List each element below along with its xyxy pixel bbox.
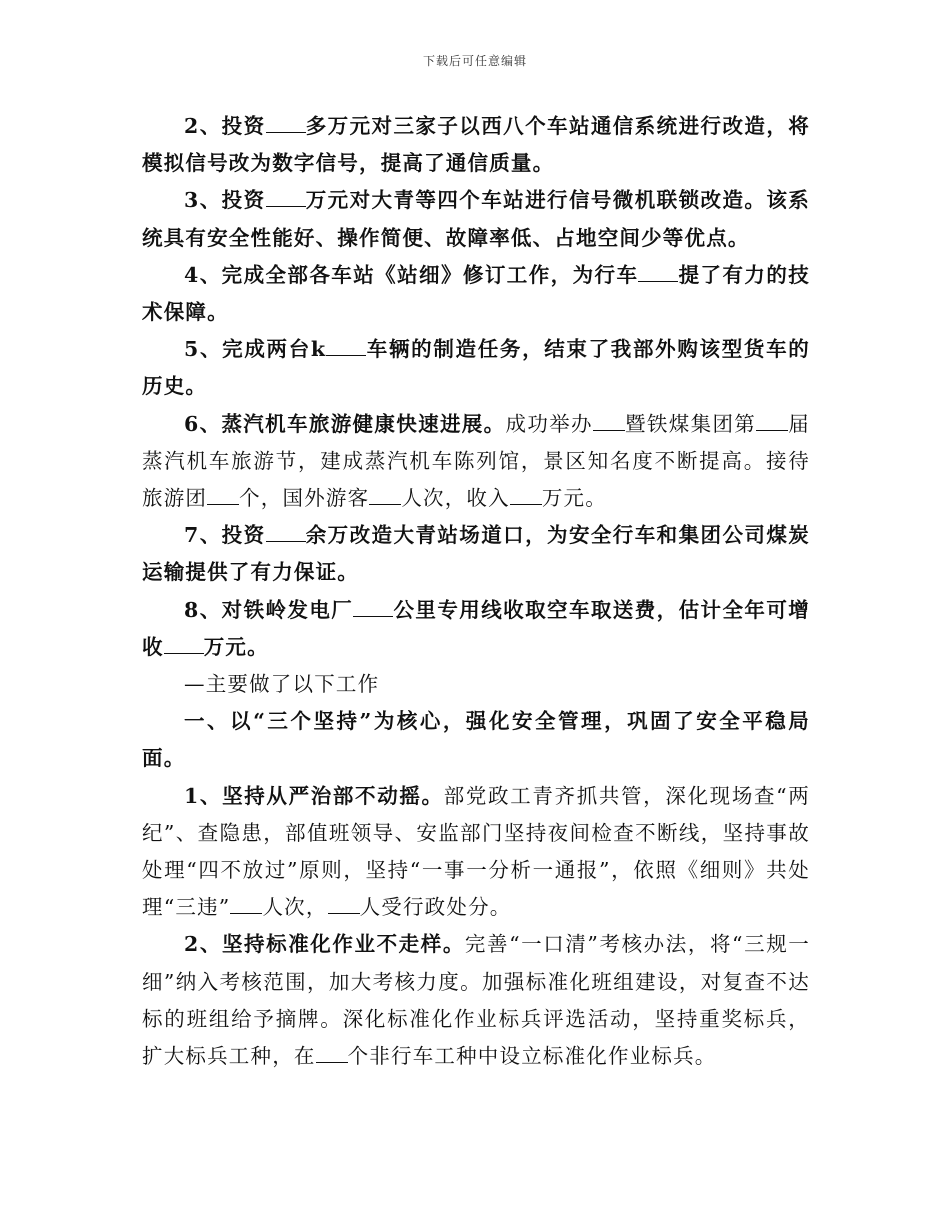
- paragraph-text: 个，国外游客: [239, 486, 370, 511]
- paragraph-text: 万元。: [541, 486, 607, 511]
- paragraph-text: 人受行政处分。: [359, 895, 512, 920]
- paragraph-text: 提了有力的技术保障。: [142, 262, 810, 325]
- page-header: 下载后可任意编辑: [422, 54, 527, 68]
- blank-field: [316, 1046, 348, 1063]
- document-body: [142, 108, 810, 1075]
- paragraph-text: 公里专用线收取空车取送费，估计全年可增收: [142, 597, 810, 659]
- paragraph-5: [142, 331, 810, 405]
- paragraph-text: 5、完成两台k: [184, 337, 327, 362]
- paragraph-item-1: [142, 778, 810, 927]
- paragraph-text: 届蒸汽机车旅游节，建成蒸汽机车陈列馆，景区知名度不断提高。接待旅游团: [142, 411, 811, 511]
- blank-field: [266, 190, 306, 207]
- paragraph-2: [142, 108, 810, 182]
- paragraph-text: 车辆的制造任务，结束了我部外购该型货车的历史。: [142, 337, 810, 399]
- paragraph-text: 2、投资: [184, 114, 266, 138]
- paragraph-text: 人次，: [262, 895, 328, 920]
- blank-field: [510, 488, 542, 505]
- blank-field: [266, 116, 306, 133]
- paragraph-heading: 1、坚持从严治部不动摇。: [184, 783, 444, 808]
- blank-field: [326, 339, 366, 356]
- paragraph-text: 4、完成全部各车站《站细》修订工作，为行车: [184, 262, 639, 287]
- paragraph-text: 余万改造大青站场道口，为安全行车和集团公司煤炭运输提供了有力保证。: [142, 523, 810, 585]
- paragraph-text: 成功举办: [505, 411, 593, 436]
- blank-field: [369, 488, 401, 505]
- blank-field: [164, 637, 204, 654]
- paragraph-8: [142, 592, 810, 666]
- paragraph-text: 暨铁煤集团第: [624, 411, 757, 436]
- paragraph-heading: 2、坚持标准化作业不走样。: [184, 932, 465, 957]
- paragraph-text: 3、投资: [184, 188, 266, 213]
- blank-field: [353, 600, 393, 617]
- blank-field: [230, 897, 262, 914]
- blank-field: [638, 265, 678, 282]
- paragraph-6: [142, 406, 810, 518]
- paragraph-text: 人次，收入: [401, 486, 510, 511]
- section-heading: 一、以“三个坚持”为核心，强化安全管理，巩固了安全平稳局面。: [142, 709, 810, 771]
- paragraph-4: [142, 257, 810, 331]
- paragraph-text: 多万元对三家子以西八个车站通信系统进行改造，将模拟信号改为数字信号，提高了通信质量。: [142, 114, 810, 176]
- paragraph-text: 万元。: [203, 634, 269, 659]
- paragraph-item-2: [142, 926, 810, 1075]
- blank-field: [207, 488, 239, 505]
- blank-field: [756, 414, 788, 431]
- blank-field: [593, 414, 625, 431]
- paragraph-text: 7、投资: [184, 523, 266, 548]
- paragraph-7: [142, 517, 810, 591]
- paragraph-text: 部党政工青齐抓共管，深化现场查“两纪”、查隐患，部值班领导、安监部门坚持夜间检查不断线，坚持事故处理“四不放过”原则，坚持“一事一分析一通报”，依照《细则》共处理“三违”: [142, 783, 810, 920]
- paragraph-heading: 6、蒸汽机车旅游健康快速进展。: [184, 411, 506, 436]
- blank-field: [328, 897, 360, 914]
- paragraph-text: 8、对铁岭发电厂: [184, 597, 354, 622]
- paragraph-text: 个非行车工种中设立标准化作业标兵。: [347, 1044, 717, 1069]
- section-intro: —主要做了以下工作: [184, 672, 380, 697]
- paragraph-text: 万元对大青等四个车站进行信号微机联锁改造。该系统具有安全性能好、操作简便、故障率低、占地空间少等优点。: [142, 188, 810, 250]
- paragraph-text: 完善“一口清”考核办法，将“三规一细”纳入考核范围，加大考核力度。加强标准化班组建设，对复查不达标的班组给予摘牌。深化标准化作业标兵评选活动，坚持重奖标兵，扩大标兵工种，在: [142, 932, 810, 1069]
- blank-field: [266, 525, 306, 542]
- paragraph-3: [142, 182, 810, 256]
